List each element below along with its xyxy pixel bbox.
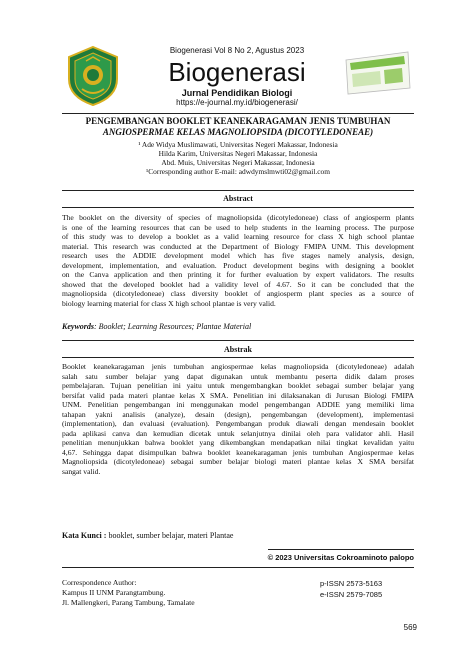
keywords-values: : Booklet; Learning Resources; Plantae Material: [94, 322, 252, 331]
copyright-rule: [268, 549, 414, 550]
abstrak-top-rule: [62, 340, 414, 341]
journal-subtitle: Jurnal Pendidikan Biologi: [181, 88, 293, 98]
correspondence-line: Kampus II UNM Parangtambung.: [62, 588, 166, 597]
keywords-label: Keywords: [62, 322, 94, 331]
abstrak-paragraph: Booklet keanekaragaman jenis tumbuhan angiospermae kelas magnoliopsida (dicotyledoneae) adalah salah satu sumber belajar yang dapat digunakan untuk membantu peserta didik dalam proses pembelajaran. Tujuan penelitian ini yaitu untuk mengembangkan booklet sebagai sumber belajar yang bersifat valid pada materi plantae kelas X SMA. Penelitian ini dilaksanakan di Jurusan Biologi FMIPA UNM. Penelitian pengembangan ini menggunakan model pengembangan ADDIE yang memiliki lima tahapan yakni analisis (analyze), desain (design), pengembangan (development), implementasi (implementation), dan evaluasi (evaluation). Pengembangan produk diawali dengan mendesain booklet pada aplikasi canva dan kemudian dicetak untuk selanjutnya dinilai oleh para validator ahli. Hasil penelitian menunjukkan bahwa booklet yang dikembangkan mendapatkan nilai tingkat kevalidan yaitu 4,67. Sehingga dapat disimpulkan bahwa booklet keanekaragaman jenis tumbuhan Angiospermae kelas Magnoliopsida (dicotyledoneae) sebagai sumber belajar biologi materi plantae kelas X SMA bersifat sangat valid.: [62, 362, 414, 477]
header-divider: [62, 113, 414, 114]
copyright-notice: © 2023 Universitas Cokroaminoto palopo: [267, 553, 414, 562]
p-issn: p-ISSN 2573-5163: [320, 579, 383, 588]
abstract-paragraph: The booklet on the diversity of species of magnoliopsida (dicotyledoneae) class of angiosperm plants is one of the learning resources that can be used to help students in the learning process. The purpose of this study was to develop a booklet as a valid learning resource for class X high school plantae material. This research was conducted at the Department of Biology FMIPA UNM. This development research uses the ADDIE development model which has five stages namely analysis, design, development, implementation, and evaluation. Product development begins with designing a booklet on the Canva application and then printing it for further evaluation by expert validators. The results showed that the developed booklet had a validity level of 4.67. So it can be concluded that the magnoliopsida (dicotyledoneae) class diversity booklet of angiosperm plant species as a source of biology learning material for class X high school plantae is very valid.: [62, 213, 414, 308]
correspondence-line: Jl. Mallengkeri, Parang Tambung, Tamalate: [62, 598, 195, 607]
abstrak-heading: Abstrak: [223, 345, 252, 354]
university-seal-logo: [62, 45, 124, 107]
issn-block: [320, 578, 420, 600]
author-line: ¹ Ade Widya Muslimawati, Universitas Negeri Makassar, Indonesia: [138, 140, 338, 149]
kata-kunci-values: booklet, sumber belajar, materi Plantae: [106, 531, 234, 540]
keywords-line: [62, 322, 251, 331]
journal-url[interactable]: https://e-journal.my.id/biogenerasi/: [176, 98, 298, 107]
article-title-line2: ANGIOSPERMAE KELAS MAGNOLIOPSIDA (DICOTYLEDONEAE): [102, 127, 374, 137]
footer-divider: [62, 567, 414, 568]
journal-name: Biogenerasi: [168, 57, 306, 87]
e-issn: e-ISSN 2579-7085: [320, 590, 383, 599]
abstract-heading-rule: [62, 207, 414, 208]
kata-kunci-line: [62, 531, 233, 540]
correspondence-block: [62, 578, 292, 608]
author-line: Hilda Karim, Universitas Negeri Makassar, Indonesia: [158, 149, 318, 158]
author-line: Abd. Muis, Universitas Negeri Makassar, Indonesia: [161, 158, 315, 167]
correspondence-line: Correspondence Author:: [62, 578, 137, 587]
abstract-top-rule: [62, 190, 414, 191]
kata-kunci-label: Kata Kunci :: [62, 531, 107, 540]
corresponding-email[interactable]: ¹Corresponding author E-mail: adwdymslmwti02@gmail.com: [146, 167, 330, 176]
journal-volume-line: Biogenerasi Vol 8 No 2, Agustus 2023: [169, 46, 305, 55]
abstract-heading: Abstract: [223, 194, 253, 203]
page-number: 569: [403, 623, 417, 632]
article-title-line1: PENGEMBANGAN BOOKLET KEANEKARAGAMAN JENIS TUMBUHAN: [85, 116, 391, 126]
abstrak-heading-rule: [62, 357, 414, 358]
journal-cover-image: [340, 50, 414, 96]
